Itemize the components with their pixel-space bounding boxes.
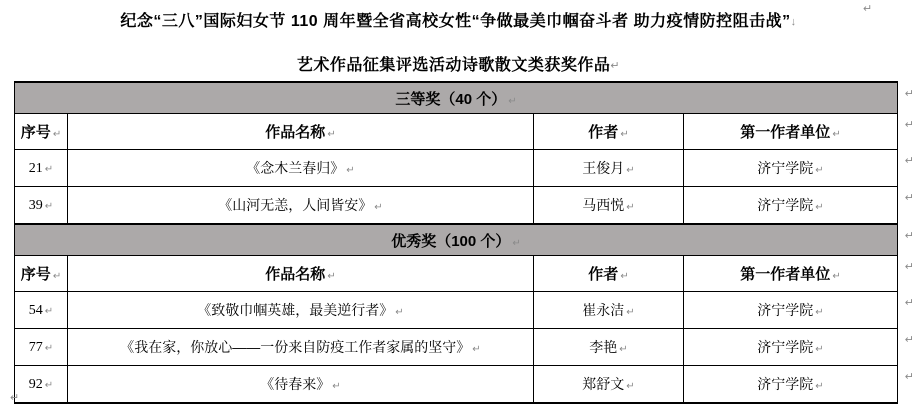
section-title xyxy=(15,224,914,256)
row-end-pilcrow-mark: ↵ xyxy=(904,88,914,100)
pilcrow-mark-icon: ↵ xyxy=(52,129,62,140)
table-row xyxy=(15,292,898,329)
pilcrow-mark-icon: ↵ xyxy=(395,307,404,318)
cell-work xyxy=(68,292,534,329)
pilcrow-mark-icon: ↵ xyxy=(815,381,824,392)
cell-author xyxy=(534,329,684,366)
cell-unit xyxy=(684,366,914,404)
pilcrow-mark-icon: ↵ xyxy=(832,129,841,140)
pilcrow-mark-icon: ↵ xyxy=(619,344,628,355)
pilcrow-mark-icon: ↵ xyxy=(626,165,635,176)
pilcrow-mark-icon: ↵ xyxy=(44,306,54,317)
column-header-no xyxy=(15,256,68,292)
page-bottom-pilcrow-mark: ↵ xyxy=(10,392,20,404)
row-end-pilcrow-mark: ↵ xyxy=(904,155,914,167)
row-end-pilcrow-mark: ↵ xyxy=(904,371,914,383)
cell-unit xyxy=(684,292,914,329)
cell-no-text: 54 xyxy=(28,303,43,318)
pilcrow-mark-icon: ↵ xyxy=(815,202,824,213)
pilcrow-mark-icon: ↵ xyxy=(512,237,521,249)
pilcrow-mark-icon: ↵ xyxy=(327,129,336,140)
pilcrow-mark-icon: ↵ xyxy=(626,202,635,213)
cell-unit-text: 济宁学院 xyxy=(757,302,814,318)
title-line2-text: 艺术作品征集评选活动诗歌散文类获奖作品 xyxy=(296,57,611,74)
pilcrow-mark-icon: ↵ xyxy=(374,202,383,213)
column-header-author xyxy=(534,114,684,150)
row-end-pilcrow-mark: ↵ xyxy=(904,261,914,273)
pilcrow-mark-icon: ↵ xyxy=(332,381,341,392)
section-title-text: 三等奖（40 个） xyxy=(395,90,507,108)
cell-unit-text: 济宁学院 xyxy=(757,160,814,176)
document-title-line2 xyxy=(0,52,917,75)
cell-unit xyxy=(684,329,914,366)
cell-unit-text: 济宁学院 xyxy=(757,197,814,213)
section-title-text: 优秀奖（100 个） xyxy=(391,232,511,250)
cell-author-text: 李艳 xyxy=(589,339,618,355)
cell-no xyxy=(15,187,68,225)
column-header-no-text: 序号 xyxy=(20,124,51,141)
pilcrow-mark-icon: ↵ xyxy=(815,165,824,176)
pilcrow-mark-icon: ↵ xyxy=(815,344,824,355)
column-header-row-0 xyxy=(15,114,898,150)
cell-unit-text: 济宁学院 xyxy=(757,339,814,355)
section-band-row-0 xyxy=(15,82,898,114)
title-line1-text: 纪念“三八”国际妇女节 110 周年暨全省高校女性“争做最美巾帼奋斗者 助力疫情防控阻击战” xyxy=(120,13,791,30)
pilcrow-mark-icon: ↵ xyxy=(44,380,54,391)
pilcrow-mark-icon: ↵ xyxy=(44,164,54,175)
table-row xyxy=(15,329,898,366)
section-band-row-1 xyxy=(15,224,898,256)
cell-unit-text: 济宁学院 xyxy=(757,376,814,392)
pilcrow-mark-icon: ↵ xyxy=(620,271,629,282)
cell-author xyxy=(534,187,684,225)
cell-author-text: 王俊月 xyxy=(582,160,625,176)
cell-work xyxy=(68,366,534,404)
cell-work xyxy=(68,150,534,187)
section-title xyxy=(15,82,914,114)
pilcrow-mark-icon: ↵ xyxy=(610,60,621,72)
pilcrow-mark-icon: ↵ xyxy=(44,201,54,212)
column-header-work xyxy=(68,256,534,292)
cell-work xyxy=(68,329,534,366)
pilcrow-mark-icon: ↵ xyxy=(44,343,54,354)
pilcrow-mark-icon: ↵ xyxy=(472,344,481,355)
cell-unit xyxy=(684,187,914,225)
row-end-pilcrow-mark: ↵ xyxy=(904,230,914,242)
cell-author-text: 崔永洁 xyxy=(582,302,625,318)
column-header-author xyxy=(534,256,684,292)
cell-author xyxy=(534,150,684,187)
column-header-work-text: 作品名称 xyxy=(265,266,326,283)
line-break-mark-icon: ↓ xyxy=(790,16,797,28)
pilcrow-mark-icon: ↵ xyxy=(832,271,841,282)
cell-no xyxy=(15,150,68,187)
cell-work-text: 《我在家，你放心——一份来自防疫工作者家属的坚守》 xyxy=(120,339,471,355)
cell-no xyxy=(15,329,68,366)
column-header-work-text: 作品名称 xyxy=(265,124,326,141)
row-end-pilcrow-mark: ↵ xyxy=(904,192,914,204)
pilcrow-mark-icon: ↵ xyxy=(346,165,355,176)
pilcrow-mark-icon: ↵ xyxy=(626,381,635,392)
cell-author-text: 马西悦 xyxy=(582,197,625,213)
pilcrow-mark-icon: ↵ xyxy=(508,95,517,107)
cell-author xyxy=(534,366,684,404)
column-header-author-text: 作者 xyxy=(588,124,619,141)
document-title-line1 xyxy=(0,8,917,31)
cell-work-text: 《致敬巾帼英雄，最美逆行者》 xyxy=(197,302,394,318)
column-header-unit-text: 第一作者单位 xyxy=(740,124,831,141)
column-header-unit xyxy=(684,256,914,292)
column-header-work xyxy=(68,114,534,150)
cell-work xyxy=(68,187,534,225)
column-header-no-text: 序号 xyxy=(20,266,51,283)
cell-author xyxy=(534,292,684,329)
cell-no-text: 21 xyxy=(28,161,43,176)
cell-no xyxy=(15,366,68,404)
cell-unit xyxy=(684,150,914,187)
cell-no-text: 39 xyxy=(28,198,43,213)
column-header-unit-text: 第一作者单位 xyxy=(740,266,831,283)
cell-work-text: 《待春来》 xyxy=(260,376,331,392)
cell-no-text: 77 xyxy=(28,340,43,355)
pilcrow-mark-icon: ↵ xyxy=(327,271,336,282)
awards-table-body xyxy=(15,82,914,403)
row-end-pilcrow-mark: ↵ xyxy=(904,334,914,346)
cell-work-text: 《山河无恙，人间皆安》 xyxy=(218,197,373,213)
cell-no xyxy=(15,292,68,329)
pilcrow-mark-icon: ↵ xyxy=(620,129,629,140)
awards-table xyxy=(14,81,914,404)
cell-work-text: 《念木兰春归》 xyxy=(246,160,345,176)
table-row xyxy=(15,150,898,187)
page-top-pilcrow-mark: ↵ xyxy=(863,3,873,15)
table-row xyxy=(15,366,898,404)
column-header-unit xyxy=(684,114,914,150)
cell-no-text: 92 xyxy=(28,377,43,392)
pilcrow-mark-icon: ↵ xyxy=(52,271,62,282)
column-header-no xyxy=(15,114,68,150)
row-end-pilcrow-mark: ↵ xyxy=(904,297,914,309)
column-header-author-text: 作者 xyxy=(588,266,619,283)
pilcrow-mark-icon: ↵ xyxy=(626,307,635,318)
column-header-row-1 xyxy=(15,256,898,292)
pilcrow-mark-icon: ↵ xyxy=(815,307,824,318)
row-end-pilcrow-mark: ↵ xyxy=(904,119,914,131)
cell-author-text: 郑舒文 xyxy=(582,376,625,392)
table-row xyxy=(15,187,898,225)
